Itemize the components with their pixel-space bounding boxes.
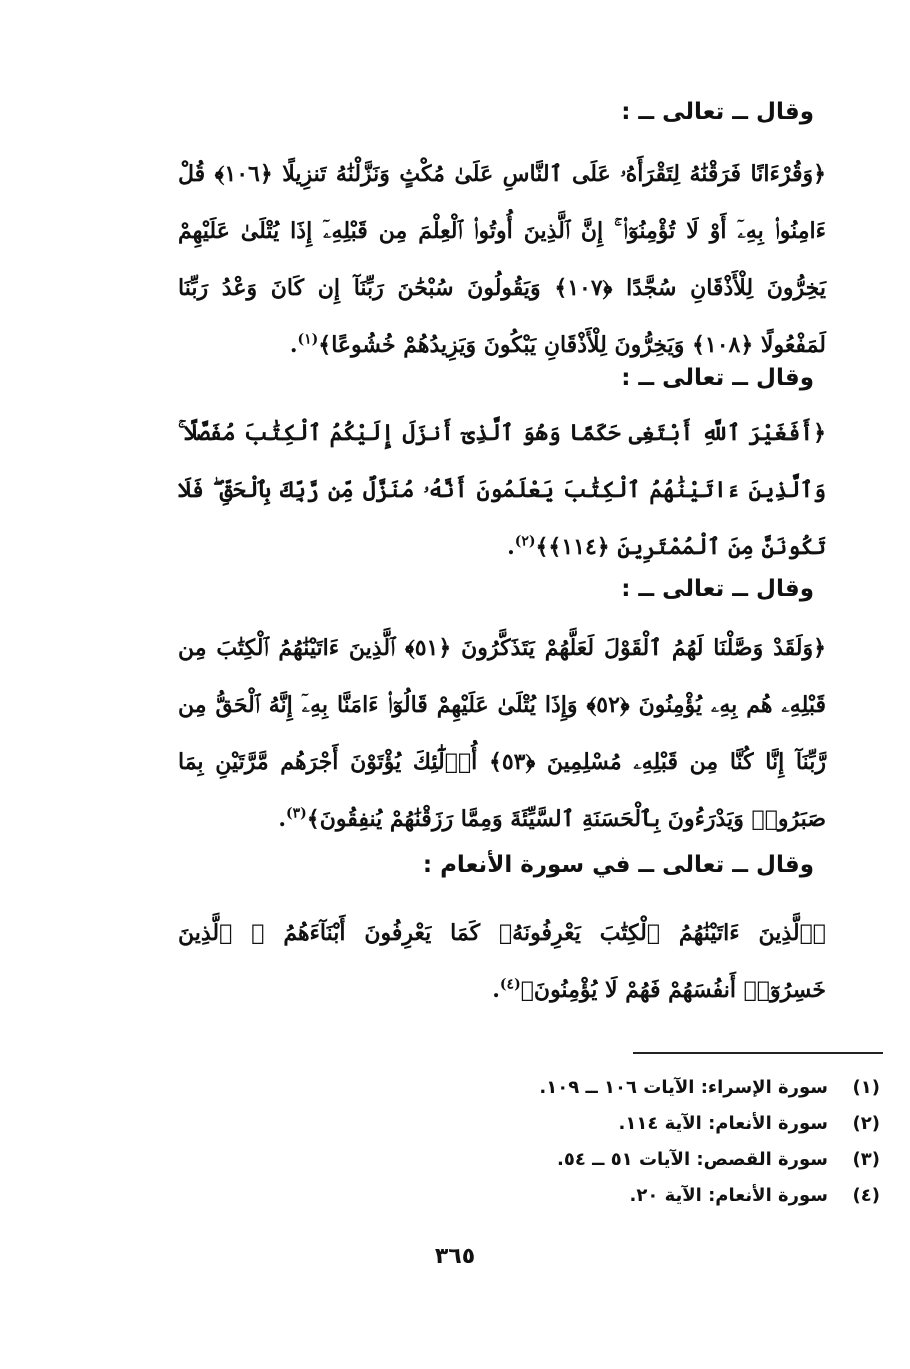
footnote-item <box>180 1142 880 1178</box>
section-heading-1: وقال ــ تعالى ــ : <box>621 99 814 125</box>
verse-open-bracket: ﴿ <box>812 920 826 946</box>
verse-text-4: ٱلَّذِينَ ءَاتَيْنَٰهُمُ ٱلْكِتَٰبَ يَعْرِفُونَهُۥ كَمَا يَعْرِفُونَ أَبْنَآءَهُمُ ۘ ٱلَّذِينَ خَسِرُوٓا۟ أَنفُسَهُمْ فَهُمْ لَا يُؤْمِنُونَ <box>178 920 826 1003</box>
footnote-item <box>180 1178 880 1214</box>
footnote-text: سورة الأنعام: الآية ١١٤. <box>618 1113 828 1134</box>
footnote-divider <box>633 1052 883 1054</box>
footnote-item <box>180 1106 880 1142</box>
verse-close-bracket: ﴾ <box>318 332 332 358</box>
footnote-ref-3: (٣) <box>286 805 307 822</box>
verse-close-bracket: ﴾ <box>535 534 549 560</box>
quran-verse-3 <box>178 620 826 848</box>
verse-open-bracket: ﴿ <box>813 161 826 187</box>
verse-text-2: أَفَغَيْرَ ٱللَّهِ أَبْتَغِى حَكَمًا وَهُوَ ٱلَّذِىٓ أَنزَلَ إِلَيْكُمُ ٱلْكِتَٰبَ مُفَصَّلًا ۚ وَٱلَّذِينَ ءَاتَيْنَٰهُمُ ٱلْكِتَٰبَ يَعْلَمُونَ أَنَّهُۥ مُنَزَّلٌ مِّن رَّبِّكَ بِٱلْحَقِّ ۖ فَلَا تَكُونَنَّ مِنَ ٱلْمُمْتَرِينَ ﴿١١٤﴾ <box>178 420 826 560</box>
footnote-text: سورة القصص: الآيات ٥١ ــ ٥٤. <box>557 1149 828 1170</box>
footnote-item <box>180 1070 880 1106</box>
verse-close-bracket: ﴾ <box>306 806 320 832</box>
footnote-ref-2: (٢) <box>514 533 536 550</box>
footnote-number: (١) <box>852 1077 880 1098</box>
section-heading-4: وقال ــ تعالى ــ في سورة الأنعام : <box>422 852 814 878</box>
verse-close-bracket: ﴾ <box>520 977 534 1003</box>
footnote-number: (٤) <box>852 1185 880 1206</box>
footnote-number: (٢) <box>852 1113 880 1134</box>
verse-period: . <box>278 806 287 832</box>
section-heading-2: وقال ــ تعالى ــ : <box>621 365 814 391</box>
footnotes <box>180 1070 880 1214</box>
verse-open-bracket: ﴿ <box>813 420 826 446</box>
verse-open-bracket: ﴿ <box>813 635 826 661</box>
footnote-number: (٣) <box>852 1149 880 1170</box>
quran-verse-1 <box>178 146 826 374</box>
verse-text-3: وَلَقَدْ وَصَّلْنَا لَهُمُ ٱلْقَوْلَ لَعَلَّهُمْ يَتَذَكَّرُونَ ﴿٥١﴾ ٱلَّذِينَ ءَاتَيْنَٰهُمُ ٱلْكِتَٰبَ مِن قَبْلِهِۦ هُم بِهِۦ يُؤْمِنُونَ ﴿٥٢﴾ وَإِذَا يُتْلَىٰ عَلَيْهِمْ قَالُوٓا۟ ءَامَنَّا بِهِۦٓ إِنَّهُ ٱلْحَقُّ مِن رَّبِّنَآ إِنَّا كُنَّا مِن قَبْلِهِۦ مُسْلِمِينَ ﴿٥٣﴾ أُو۟لَٰٓئِكَ يُؤْتَوْنَ أَجْرَهُم مَّرَّتَيْنِ بِمَا صَبَرُوا۟ وَيَدْرَءُونَ بِٱلْحَسَنَةِ ٱلسَّيِّئَةَ وَمِمَّا رَزَقْنَٰهُمْ يُنفِقُونَ <box>178 635 827 832</box>
footnote-text: سورة الإسراء: الآيات ١٠٦ ــ ١٠٩. <box>539 1077 828 1098</box>
section-heading-3: وقال ــ تعالى ــ : <box>621 576 814 602</box>
verse-period: . <box>507 534 515 560</box>
quran-verse-2 <box>178 405 826 576</box>
quran-verse-4 <box>178 905 826 1019</box>
page-number: ٣٦٥ <box>434 1244 476 1269</box>
verse-period: . <box>492 977 500 1003</box>
verse-text-1: وَقُرْءَانًا فَرَقْنَٰهُ لِتَقْرَأَهُۥ عَلَى ٱلنَّاسِ عَلَىٰ مُكْثٍ وَنَزَّلْنَٰهُ تَنزِيلًا ﴿١٠٦﴾ قُلْ ءَامِنُوا۟ بِهِۦٓ أَوْ لَا تُؤْمِنُوٓا۟ ۚ إِنَّ ٱلَّذِينَ أُوتُوا۟ ٱلْعِلْمَ مِن قَبْلِهِۦٓ إِذَا يُتْلَىٰ عَلَيْهِمْ يَخِرُّونَ لِلْأَذْقَانِ سُجَّدًا ﴿١٠٧﴾ وَيَقُولُونَ سُبْحَٰنَ رَبِّنَآ إِن كَانَ وَعْدُ رَبِّنَا لَمَفْعُولًا ﴿١٠٨﴾ وَيَخِرُّونَ لِلْأَذْقَانِ يَبْكُونَ وَيَزِيدُهُمْ خُشُوعًا <box>178 161 826 358</box>
footnote-ref-4: (٤) <box>499 976 521 993</box>
verse-period: . <box>289 332 298 358</box>
footnote-ref-1: (١) <box>297 331 319 348</box>
footnote-text: سورة الأنعام: الآية ٢٠. <box>629 1185 828 1206</box>
